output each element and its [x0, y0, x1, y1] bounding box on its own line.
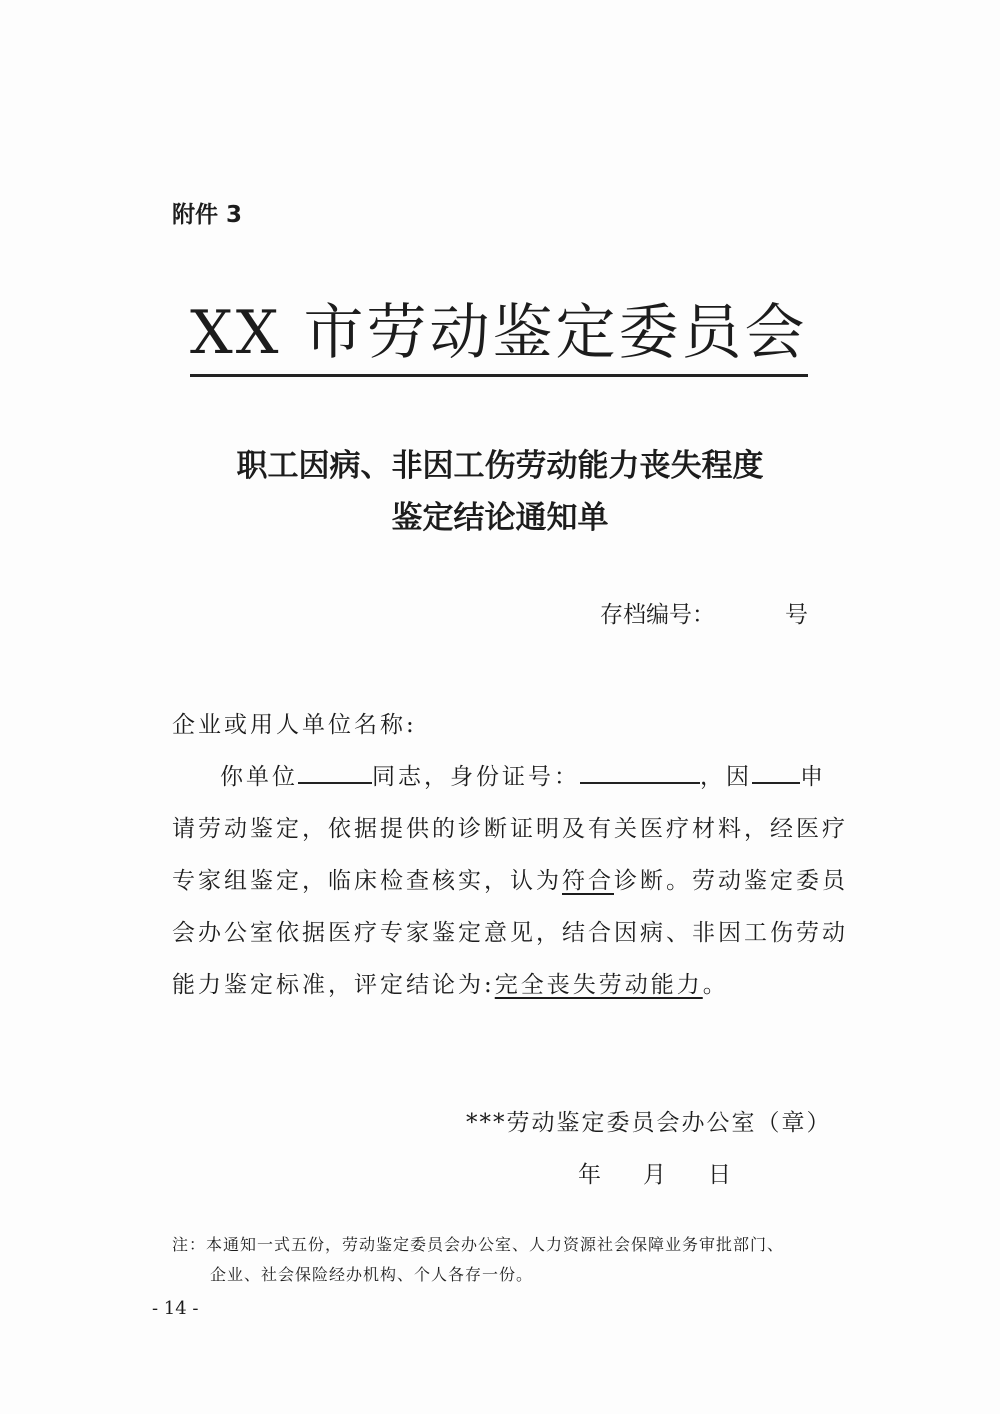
archive-number	[600, 596, 808, 629]
date-day: 日	[708, 1162, 731, 1188]
para-line-1	[220, 758, 826, 791]
text-apply: 申	[800, 764, 826, 790]
signature-office: ***劳动鉴定委员会办公室（章）	[466, 1110, 832, 1136]
para-line-2: 请劳动鉴定，依据提供的诊断证明及有关医疗材料，经医疗	[172, 816, 848, 842]
main-title: XX 市劳动鉴定委员会	[190, 296, 808, 377]
signature-date	[578, 1156, 773, 1189]
date-year: 年	[578, 1162, 601, 1188]
subtitle-line-1: 职工因病、非因工伤劳动能力丧失程度	[236, 448, 764, 484]
text-conclusion-label: 能力鉴定标准，评定结论为:	[172, 972, 495, 998]
text-comrade-id: 同志，身份证号：	[372, 764, 580, 790]
text-your-unit: 你单位	[220, 764, 298, 790]
blank-name-field	[298, 764, 372, 784]
text-conclusion-value: 完全丧失劳动能力	[494, 972, 703, 998]
archive-label: 存档编号：	[600, 602, 715, 628]
subtitle-line-2: 鉴定结论通知单	[391, 500, 609, 536]
para-line-5	[172, 966, 729, 999]
text-because: ，因	[700, 764, 752, 790]
para-line-4: 会办公室依据医疗专家鉴定意见，结合因病、非因工伤劳动	[172, 920, 848, 946]
blank-id-field	[580, 764, 700, 784]
attachment-label: 附件 3	[172, 202, 243, 228]
company-name-label: 企业或用人单位名称:	[172, 712, 417, 738]
archive-suffix: 号	[785, 602, 808, 628]
page-number: - 14 -	[152, 1298, 199, 1319]
text-period: 。	[702, 972, 729, 998]
date-month: 月	[643, 1162, 666, 1188]
text-diagnosis: 诊断。劳动鉴定委员	[614, 868, 848, 894]
para-line-3	[172, 862, 848, 895]
text-conform: 符合	[562, 868, 614, 894]
note-line-1: 注：本通知一式五份，劳动鉴定委员会办公室、人力资源社会保障业务审批部门、	[172, 1235, 785, 1254]
blank-reason-field	[752, 764, 800, 784]
text-expert-review: 专家组鉴定，临床检查核实，认为	[172, 868, 562, 894]
note-line-2: 企业、社会保险经办机构、个人各存一份。	[210, 1265, 534, 1284]
